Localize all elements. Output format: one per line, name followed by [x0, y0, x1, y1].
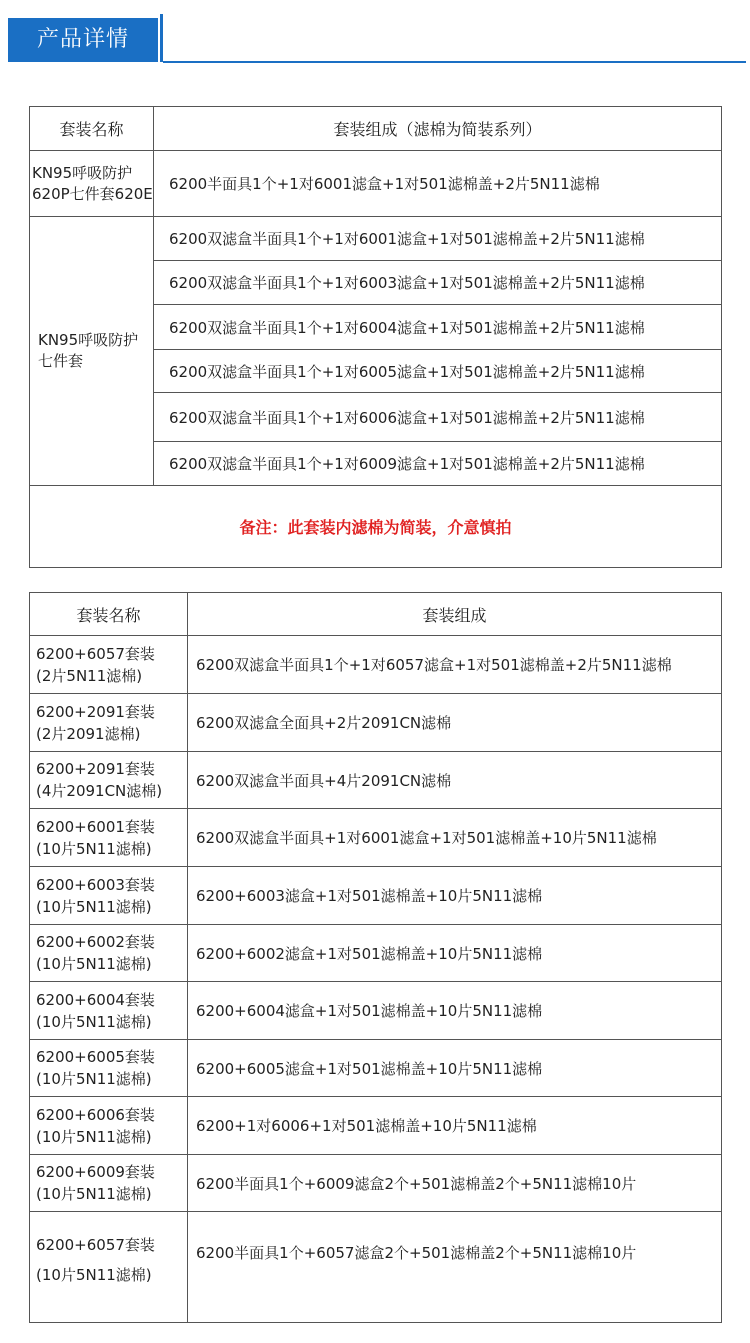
table-row: [30, 809, 722, 867]
kit-composition-cell: 6200半面具1个+6057滤盒2个+501滤棉盖2个+5N11滤棉10片: [188, 1212, 722, 1323]
section-title: 产品详情: [8, 18, 158, 62]
column-header-name: 套装名称: [30, 593, 188, 636]
table-row: [30, 925, 722, 982]
kit-name-cell: 6200+2091套装 (2片2091滤棉): [30, 694, 188, 752]
kit-composition-cell: 6200双滤盒半面具+1对6001滤盒+1对501滤棉盖+10片5N11滤棉: [188, 809, 722, 867]
kit-composition-cell: 6200双滤盒半面具1个+1对6057滤盒+1对501滤棉盖+2片5N11滤棉: [188, 636, 722, 694]
table-row: [30, 1040, 722, 1097]
table-row: [30, 636, 722, 694]
kit-name-cell: 6200+6006套装 (10片5N11滤棉): [30, 1097, 188, 1155]
table-row: [30, 867, 722, 925]
column-header-name: 套装名称: [30, 107, 154, 151]
kit-composition-cell: 6200双滤盒半面具1个+1对6006滤盒+1对501滤棉盖+2片5N11滤棉: [154, 393, 722, 442]
table-row: [30, 1212, 722, 1323]
kit-composition-cell: 6200双滤盒半面具1个+1对6003滤盒+1对501滤棉盖+2片5N11滤棉: [154, 261, 722, 305]
kit-name-cell: KN95呼吸防护 620P七件套620E: [30, 151, 154, 217]
kit-table-1: [29, 106, 722, 568]
kit-name-cell: KN95呼吸防护 七件套: [30, 217, 154, 486]
note-text: 备注：此套装内滤棉为简装，介意慎拍: [30, 486, 722, 568]
column-header-composition: 套装组成: [188, 593, 722, 636]
table-row: [30, 982, 722, 1040]
table-row: [30, 752, 722, 809]
kit-name-cell: 6200+6004套装 (10片5N11滤棉): [30, 982, 188, 1040]
kit-composition-cell: 6200+6002滤盒+1对501滤棉盖+10片5N11滤棉: [188, 925, 722, 982]
kit-composition-cell: 6200半面具1个+6009滤盒2个+501滤棉盖2个+5N11滤棉10片: [188, 1155, 722, 1212]
kit-composition-cell: 6200双滤盒半面具1个+1对6005滤盒+1对501滤棉盖+2片5N11滤棉: [154, 350, 722, 393]
kit-composition-cell: 6200半面具1个+1对6001滤盒+1对501滤棉盖+2片5N11滤棉: [154, 151, 722, 217]
column-header-composition: 套装组成（滤棉为简装系列）: [154, 107, 722, 151]
kit-composition-cell: 6200双滤盒半面具1个+1对6004滤盒+1对501滤棉盖+2片5N11滤棉: [154, 305, 722, 350]
table-row: [30, 1097, 722, 1155]
kit-name-cell: 6200+2091套装 (4片2091CN滤棉): [30, 752, 188, 809]
kit-composition-cell: 6200+6005滤盒+1对501滤棉盖+10片5N11滤棉: [188, 1040, 722, 1097]
kit-name-cell: 6200+6001套装 (10片5N11滤棉): [30, 809, 188, 867]
kit-name-cell: 6200+6002套装 (10片5N11滤棉): [30, 925, 188, 982]
kit-table-2: [29, 592, 722, 1323]
kit-name-cell: 6200+6057套装 (10片5N11滤棉): [30, 1212, 188, 1323]
header-divider: [163, 61, 746, 63]
kit-name-cell: 6200+6057套装 (2片5N11滤棉): [30, 636, 188, 694]
kit-composition-cell: 6200+1对6006+1对501滤棉盖+10片5N11滤棉: [188, 1097, 722, 1155]
kit-name-cell: 6200+6009套装 (10片5N11滤棉): [30, 1155, 188, 1212]
kit-composition-cell: 6200双滤盒半面具1个+1对6001滤盒+1对501滤棉盖+2片5N11滤棉: [154, 217, 722, 261]
section-header: [0, 0, 750, 70]
kit-composition-cell: 6200双滤盒半面具1个+1对6009滤盒+1对501滤棉盖+2片5N11滤棉: [154, 442, 722, 486]
kit-composition-cell: 6200双滤盒半面具+4片2091CN滤棉: [188, 752, 722, 809]
table-header-row: [30, 593, 722, 636]
table-header-row: [30, 107, 722, 151]
table-row: [30, 217, 722, 261]
note-row: [30, 486, 722, 568]
kit-composition-cell: 6200+6003滤盒+1对501滤棉盖+10片5N11滤棉: [188, 867, 722, 925]
table-row: [30, 1155, 722, 1212]
kit-name-cell: 6200+6003套装 (10片5N11滤棉): [30, 867, 188, 925]
kit-composition-cell: 6200+6004滤盒+1对501滤棉盖+10片5N11滤棉: [188, 982, 722, 1040]
table-row: [30, 694, 722, 752]
kit-composition-cell: 6200双滤盒全面具+2片2091CN滤棉: [188, 694, 722, 752]
kit-name-cell: 6200+6005套装 (10片5N11滤棉): [30, 1040, 188, 1097]
table-row: [30, 151, 722, 217]
